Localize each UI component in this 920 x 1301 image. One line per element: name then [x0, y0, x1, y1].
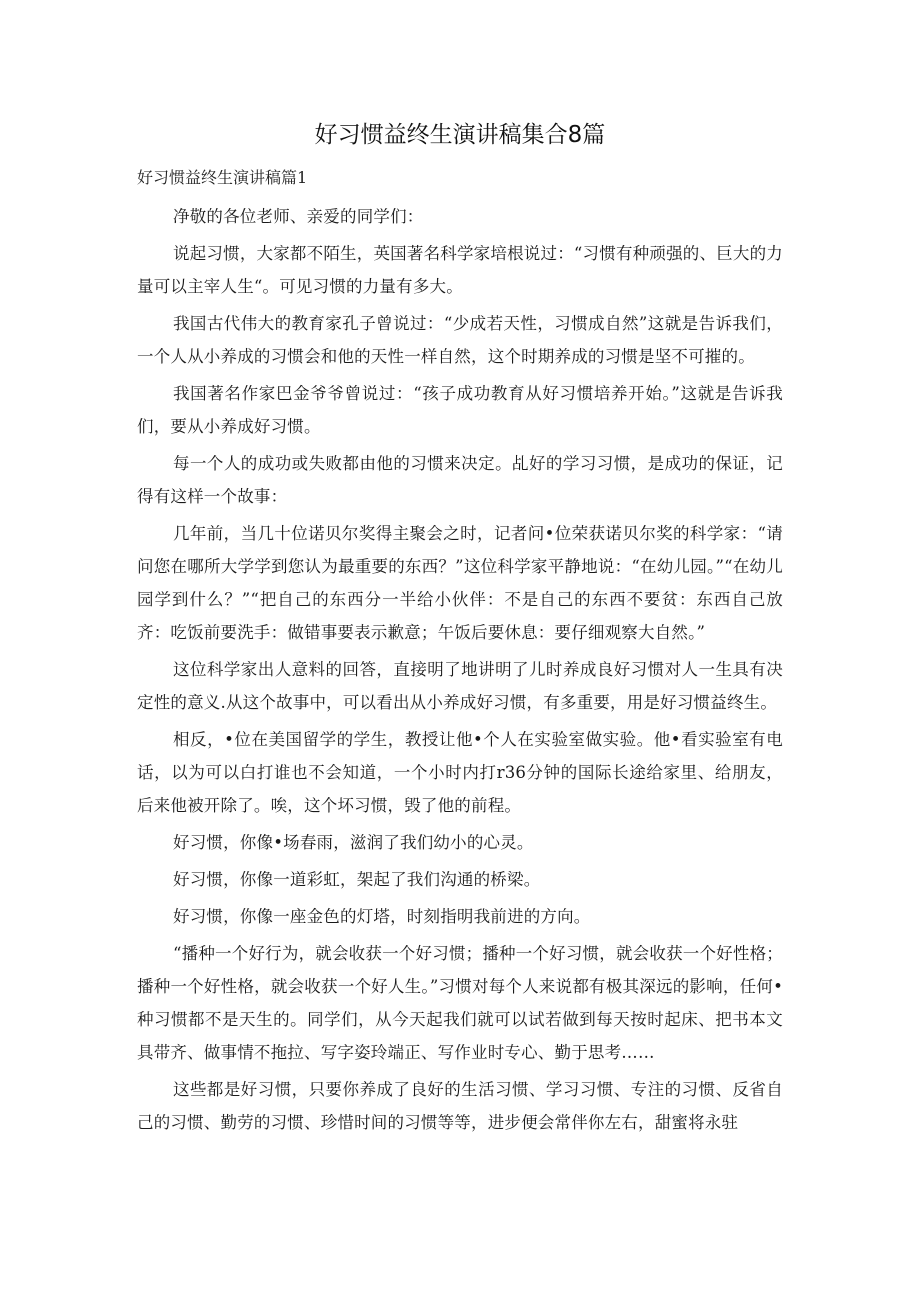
- document-title: 好习惯益终生演讲稿集合8篇: [314, 122, 606, 148]
- paragraph: 好习惯，你像一座金色的灯塔，时刻指明我前进的方向。: [173, 907, 591, 926]
- paragraph: 我国著名作家巴金爷爷曾说过：“孩子成功教育从好习惯培养开始。”这就是告诉我们，要从小养成好习惯。: [137, 384, 783, 436]
- paragraph: 说起习惯，大家都不陌生，英国著名科学家培根说过：“习惯有种顽强的、巨大的力量可以主宰人生“。可见习惯的力量有多大。: [137, 244, 783, 296]
- paragraph: 好习惯，你像•场春雨，滋润了我们幼小的心灵。: [173, 833, 534, 852]
- paragraph: 这位科学家出人意料的回答，直接明了地讲明了儿时养成良好习惯对人一生具有决定性的意义.从这个故事中，可以看出从小养成好习惯，有多重要，用是好习惯益终生。: [137, 660, 783, 712]
- paragraph: 每一个人的成功或失败都由他的习惯来决定。乩好的学习习惯，是成功的保证，记得有这样一个故事：: [137, 454, 783, 506]
- paragraph: 几年前，当几十位诺贝尔奖得主聚会之时，记者问•位荣获诺贝尔奖的科学家：“请问您在哪所大学学到您认为最重要的东西？”这位科学家平静地说：“在幼儿园。”“在幼儿园学到什么？”“把自己的东西分一半给小伙伴：不是自己的东西不要贫：东西自己放齐：吃饭前要洗手：做错事要表示歉意；午饭后要休息：要仔细观察大自然。”: [137, 524, 783, 642]
- section-heading: 好习惯益终生演讲稿篇1: [137, 168, 308, 187]
- paragraph: 相反，•位在美国留学的学生，教授让他•个人在实验室做实验。他•看实验室有电话，以为可以白打谁也不会知道，一个小时内打r36分钟的国际长途给家里、给朋友，后来他被开除了。唉，这个坏习惯，毁了他的前程。: [137, 730, 783, 815]
- paragraph: 我国古代伟大的教育家孔子曾说过：“少成若天性，习惯成自然”这就是告诉我们，一个人从小养成的习惯会和他的天性一样自然，这个时期养成的习惯是坚不可摧的。: [137, 314, 783, 366]
- paragraph: 好习惯，你像一道彩虹，架起了我们沟通的桥梁。: [173, 870, 541, 889]
- paragraph: 这些都是好习惯，只要你养成了良好的生活习惯、学习习惯、专注的习惯、反省自己的习惯、勤劳的习惯、珍惜时间的习惯等等，进步便会常伴你左右，甜蜜将永驻: [137, 1080, 783, 1132]
- paragraph: “播种一个好行为，就会收获一个好习惯；播种一个好习惯，就会收获一个好性格；播种一个好性格，就会收获一个好人生。”习惯对每个人来说都有极其深远的影响，任何•种习惯都不是天生的。同学们，从今天起我们就可以试若做到每天按时起床、把书本文具带齐、做事情不拖拉、写字姿玲端正、写作业时专心、勤于思考……: [137, 944, 783, 1062]
- paragraph-greeting: 净敬的各位老师、亲爱的同学们：: [173, 207, 424, 226]
- document-body: [137, 200, 783, 1143]
